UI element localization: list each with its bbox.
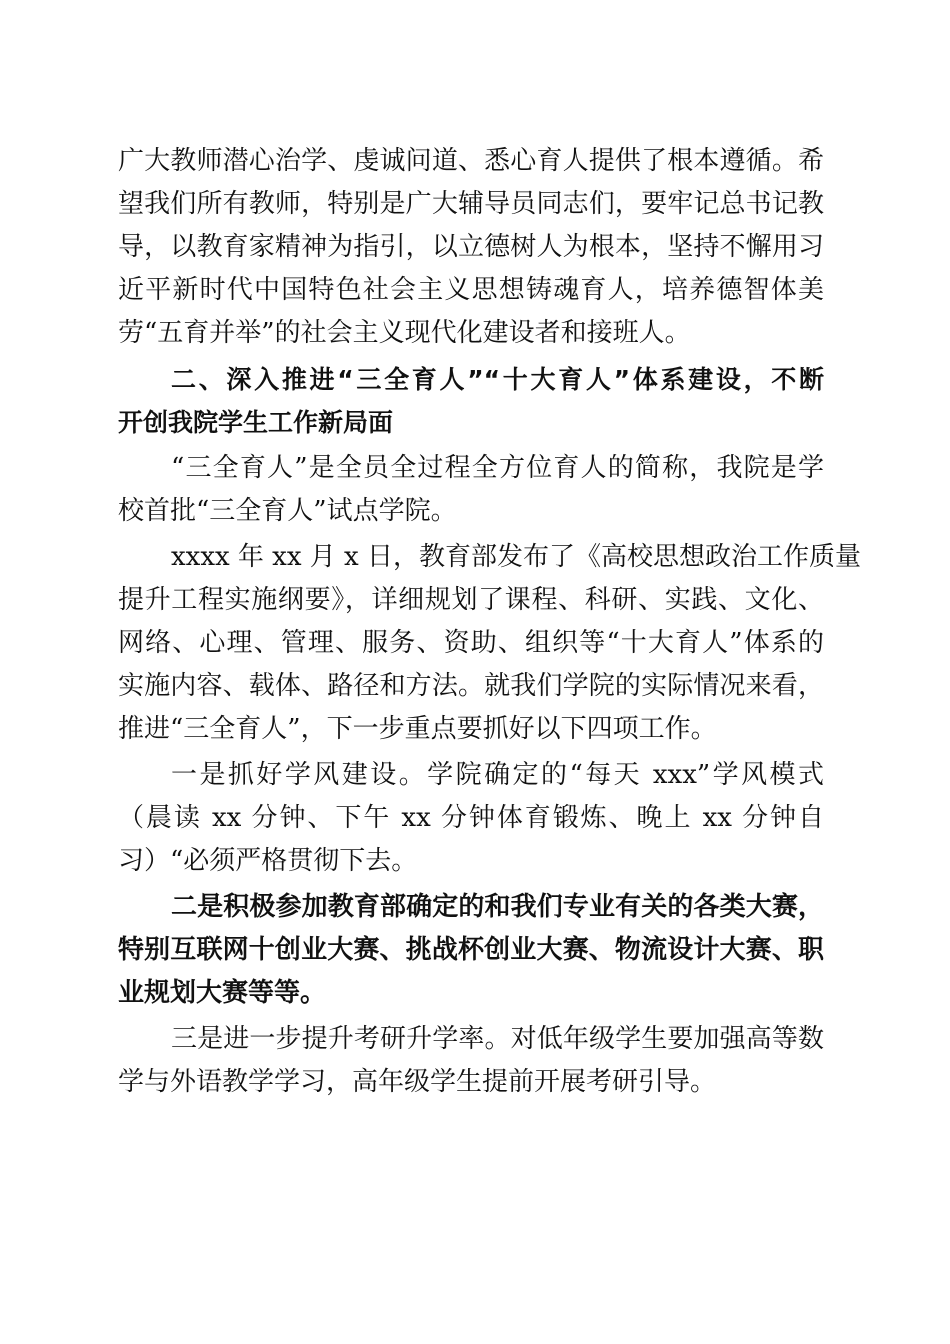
text-line: 一是抓好学风建设。学院确定的“每天 xxx”学风模式 [171,760,824,790]
text-line: 二是积极参加教育部确定的和我们专业有关的各类大赛， [171,892,824,922]
text-line: 实施内容、载体、路径和方法。就我们学院的实际情况来看， [118,671,824,701]
text-line: （晨读 xx 分钟、下午 xx 分钟体育锻炼、晚上 xx 分钟自 [118,803,824,833]
heading-line: 二、深入推进“三全育人”“十大育人”体系建设，不断 [171,365,824,394]
paragraph-postgraduate [118,1018,824,1104]
heading-line: 开创我院学生工作新局面 [118,408,394,437]
text-line: 三是进一步提升考研升学率。对低年级学生要加强高等数 [171,1024,824,1054]
text-line: 近平新时代中国特色社会主义思想铸魂育人，培养德智体美 [118,275,824,305]
paragraph-three-all [118,447,824,533]
text-line: 特别互联网十创业大赛、挑战杯创业大赛、物流设计大赛、职 [118,935,824,965]
paragraph-study-style [118,754,824,883]
text-line: 导，以教育家精神为指引，以立德树人为根本，坚持不懈用习 [118,232,824,262]
text-line: 提升工程实施纲要》，详细规划了课程、科研、实践、文化、 [118,585,824,615]
text-line: 推进“三全育人”，下一步重点要抓好以下四项工作。 [118,714,717,744]
text-line: “三全育人”是全员全过程全方位育人的简称，我院是学 [171,453,824,483]
text-line: 学与外语教学学习，高年级学生提前开展考研引导。 [118,1067,717,1097]
text-line: 网络、心理、管理、服务、资助、组织等“十大育人”体系的 [118,628,824,658]
text-line: xxxx 年 xx 月 x 日，教育部发布了《高校思想政治工作质量 [171,542,861,572]
text-line: 望我们所有教师，特别是广大辅导员同志们，要牢记总书记教 [118,189,824,219]
section-heading [118,358,824,444]
document-page [118,140,861,1104]
text-line: 业规划大赛等等。 [118,978,327,1008]
paragraph-competitions [118,886,824,1015]
paragraph-ministry-outline [118,536,861,751]
text-line: 习）“必须严格贯彻下去。 [118,846,418,876]
text-line: 广大教师潜心治学、虔诚问道、悉心育人提供了根本遵循。希 [118,146,824,176]
paragraph-teachers [118,140,824,355]
text-line: 劳“五育并举”的社会主义现代化建设者和接班人。 [118,318,691,348]
text-line: 校首批“三全育人”试点学院。 [118,496,457,526]
